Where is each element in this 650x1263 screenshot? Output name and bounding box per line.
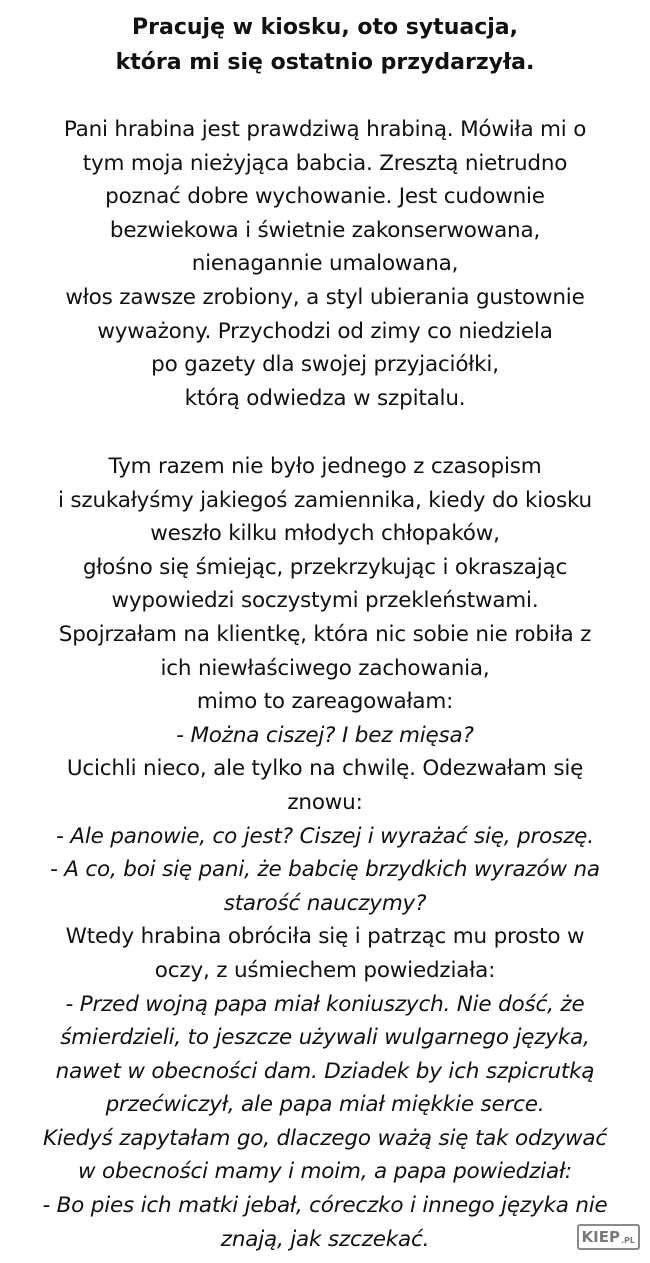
paragraph-1-line: bezwiekowa i świetnie zakonserwowana, <box>109 217 541 243</box>
narration-line: Tym razem nie było jednego z czasopism <box>108 454 542 479</box>
dialogue-line: w obecności mamy i moim, a papa powiedział: <box>78 1159 572 1185</box>
dialogue-line: Kiedyś zapytałam go, dlaczego ważą się tak odzywać <box>42 1125 608 1151</box>
dialogue-line: - Ale panowie, co jest? Ciszej i wyrażać się, proszę. <box>56 823 594 849</box>
paragraph-1-line: którą odwiedza w szpitalu. <box>184 385 466 411</box>
paragraph-1-line: poznać dobre wychowanie. Jest cudownie <box>105 184 545 210</box>
paragraph-2 <box>0 450 650 1256</box>
dialogue-line: - A co, boi się pani, że babcię brzydkich wyrazów na <box>50 857 600 883</box>
narration-line: mimo to zareagowałam: <box>196 689 454 715</box>
paragraph-1-line: po gazety dla swojej przyjaciółki, <box>151 352 499 378</box>
narration-line: ich niewłaściwego zachowania, <box>160 655 490 681</box>
paragraph-1-line: nienagannie umalowana, <box>191 251 459 277</box>
watermark-suffix: .PL <box>621 1236 635 1245</box>
dialogue-line: znają, jak szczekać. <box>220 1226 430 1252</box>
site-watermark-logo <box>577 1224 640 1250</box>
paragraph-1-line: wyważony. Przychodzi od zimy co niedziela <box>97 318 553 344</box>
narration-line: Ucichli nieco, ale tylko na chwilę. Odezwałam się <box>66 756 584 782</box>
paragraph-1 <box>0 113 650 415</box>
watermark-main: KIEP <box>581 1227 620 1246</box>
dialogue-line: starość nauczymy? <box>223 890 427 916</box>
narration-line: Wtedy hrabina obróciła się i patrząc mu prosto w <box>65 924 585 950</box>
narration-line: wypowiedzi soczystymi przekleństwami. <box>111 588 539 614</box>
paragraph-1-line: Pani hrabina jest prawdziwą hrabiną. Mówiła mi o <box>63 117 587 142</box>
narration-line: głośno się śmiejąc, przekrzykując i okraszając <box>82 554 568 580</box>
dialogue-line: przećwiczył, ale papa miał miękkie serce. <box>105 1092 545 1118</box>
narration-line: oczy, z uśmiechem powiedziała: <box>154 957 496 983</box>
paragraph-1-line: włos zawsze zrobiony, a styl ubierania gustownie <box>65 284 585 310</box>
dialogue-line: - Bo pies ich matki jebał, córeczko i innego języka nie <box>42 1193 608 1219</box>
dialogue-line: śmierdzieli, to jeszcze używali wulgarnego języka, <box>60 1025 590 1051</box>
narration-line: i szukałyśmy jakiegoś zamiennika, kiedy do kiosku <box>58 487 592 513</box>
title-line-2: która mi się ostatnio przydarzyła. <box>115 50 535 75</box>
narration-line: Spojrzałam na klientkę, która nic sobie nie robiła z <box>58 621 592 647</box>
dialogue-line: nawet w obecności dam. Dziadek by ich szpicrutką <box>55 1058 595 1084</box>
dialogue-line: - Można ciszej? I bez mięsa? <box>176 722 474 748</box>
narration-line: weszło kilku młodych chłopaków, <box>150 521 500 547</box>
story-title <box>0 10 650 80</box>
paragraph-1-line: tym moja nieżyjąca babcia. Zresztą nietrudno <box>82 150 568 176</box>
title-line-1: Pracuję w kiosku, oto sytuacja, <box>132 15 518 40</box>
dialogue-line: - Przed wojną papa miał koniuszych. Nie dość, że <box>65 991 585 1017</box>
narration-line: znowu: <box>287 789 363 815</box>
